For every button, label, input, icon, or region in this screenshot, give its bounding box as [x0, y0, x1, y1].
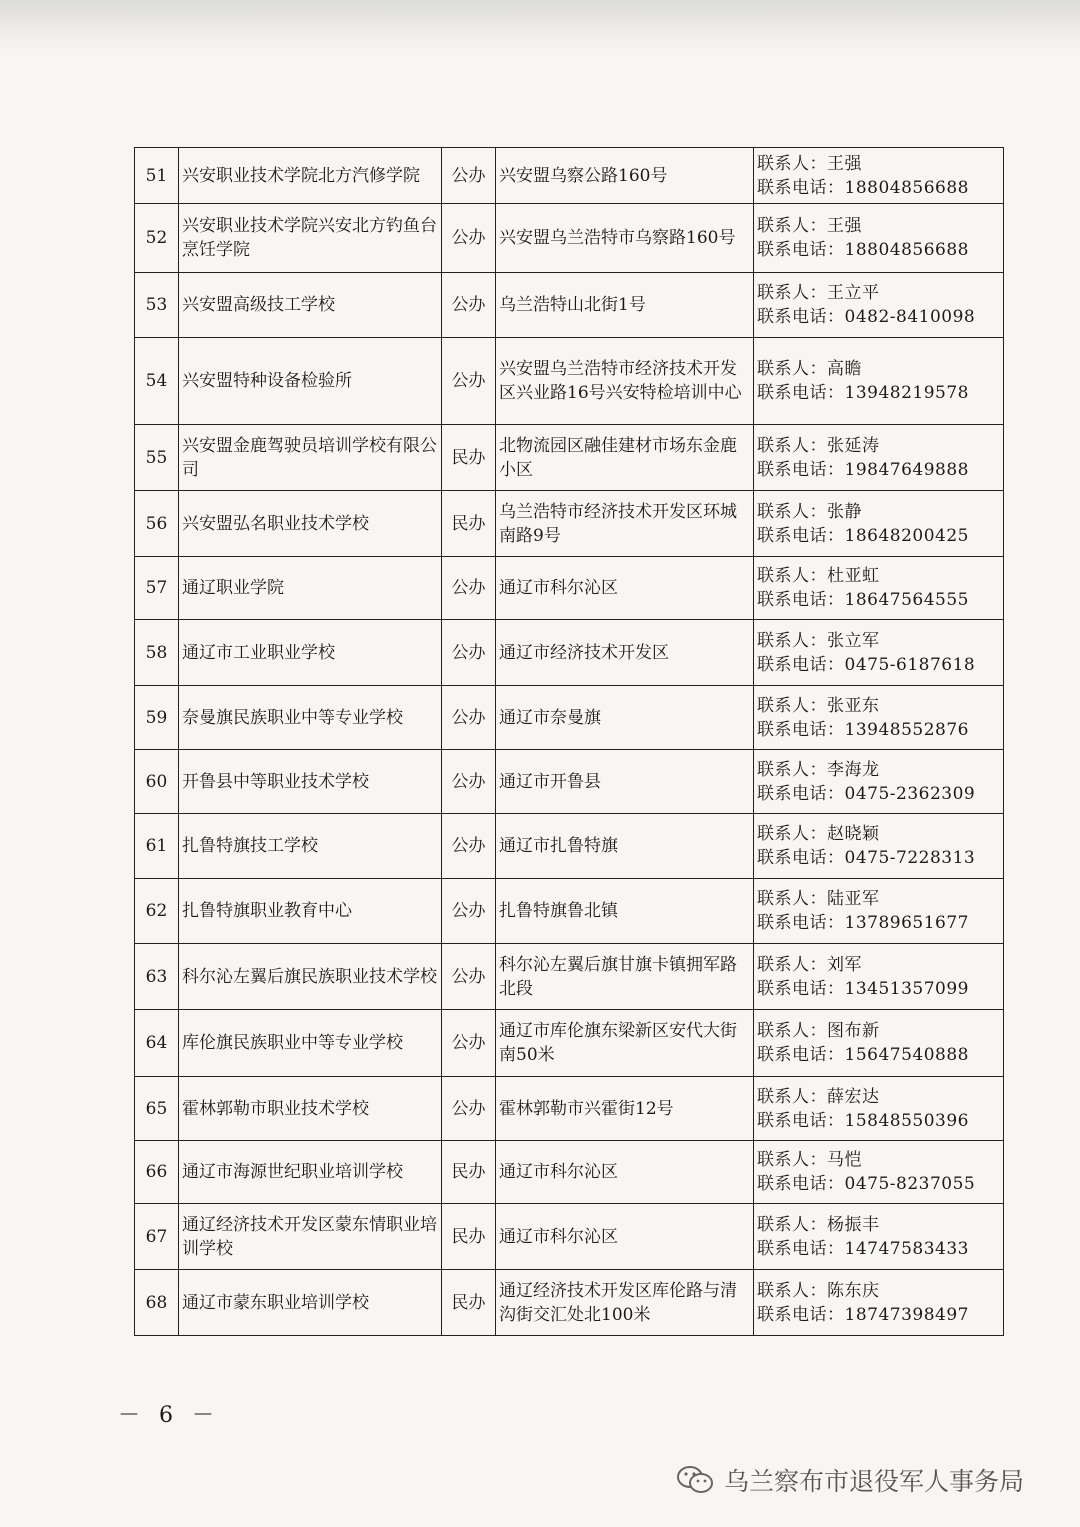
table-row — [135, 1141, 1004, 1204]
contact-person: 联系人：陆亚军 — [757, 889, 880, 909]
contact-info — [754, 620, 1004, 686]
ownership-type: 民办 — [442, 1204, 496, 1270]
address: 通辽市科尔沁区 — [496, 557, 754, 620]
contact-phone: 联系电话：18804856688 — [757, 177, 969, 198]
contact-info — [754, 686, 1004, 750]
ownership-type: 公办 — [442, 1077, 496, 1141]
row-number: 54 — [135, 338, 179, 425]
institution-table — [134, 147, 1004, 1336]
contact-person: 联系人：杜亚虹 — [757, 566, 880, 586]
row-number: 52 — [135, 204, 179, 273]
ownership-type: 公办 — [442, 814, 496, 879]
institution-name: 兴安盟金鹿驾驶员培训学校有限公司 — [179, 425, 442, 491]
contact-person: 联系人：王立平 — [757, 283, 880, 303]
address: 通辽市科尔沁区 — [496, 1141, 754, 1204]
contact-info — [754, 338, 1004, 425]
contact-phone: 联系电话：13451357099 — [757, 978, 969, 999]
table-row — [135, 879, 1004, 944]
address: 扎鲁特旗鲁北镇 — [496, 879, 754, 944]
address: 通辽市开鲁县 — [496, 750, 754, 814]
scan-edge-shadow — [0, 0, 1080, 60]
institution-name: 兴安盟特种设备检验所 — [179, 338, 442, 425]
row-number: 62 — [135, 879, 179, 944]
address: 通辽市奈曼旗 — [496, 686, 754, 750]
table-body — [135, 148, 1004, 1336]
contact-phone: 联系电话：19847649888 — [757, 459, 969, 480]
page-number: － 6 － — [118, 1403, 220, 1428]
ownership-type: 公办 — [442, 273, 496, 338]
address: 通辽市扎鲁特旗 — [496, 814, 754, 879]
institution-name: 兴安盟弘名职业技术学校 — [179, 491, 442, 557]
row-number: 63 — [135, 944, 179, 1010]
table-row — [135, 1270, 1004, 1336]
ownership-type: 公办 — [442, 1010, 496, 1077]
table-row — [135, 557, 1004, 620]
contact-person: 联系人：薛宏达 — [757, 1086, 880, 1107]
address: 乌兰浩特市经济技术开发区环城南路9号 — [496, 491, 754, 557]
contact-info — [754, 491, 1004, 557]
table-row — [135, 750, 1004, 814]
contact-person: 联系人：张立军 — [757, 630, 880, 651]
watermark — [676, 1462, 1024, 1498]
contact-person: 联系人：刘军 — [757, 954, 862, 975]
contact-info — [754, 1010, 1004, 1077]
institution-name: 霍林郭勒市职业技术学校 — [179, 1077, 442, 1141]
address: 兴安盟乌兰浩特市经济技术开发区兴业路16号兴安特检培训中心 — [496, 338, 754, 425]
address: 通辽市科尔沁区 — [496, 1204, 754, 1270]
ownership-type: 公办 — [442, 148, 496, 204]
ownership-type: 公办 — [442, 879, 496, 944]
ownership-type: 公办 — [442, 338, 496, 425]
contact-phone: 联系电话：18647564555 — [757, 590, 969, 610]
row-number: 60 — [135, 750, 179, 814]
ownership-type: 公办 — [442, 686, 496, 750]
ownership-type: 公办 — [442, 944, 496, 1010]
row-number: 55 — [135, 425, 179, 491]
institution-name: 通辽职业学院 — [179, 557, 442, 620]
row-number: 61 — [135, 814, 179, 879]
table-row — [135, 620, 1004, 686]
table-row — [135, 273, 1004, 338]
contact-phone: 联系电话：15647540888 — [757, 1045, 969, 1065]
contact-info — [754, 1141, 1004, 1204]
ownership-type: 公办 — [442, 750, 496, 814]
institution-name: 通辽市蒙东职业培训学校 — [179, 1270, 442, 1336]
address: 兴安盟乌兰浩特市乌察路160号 — [496, 204, 754, 273]
contact-info — [754, 879, 1004, 944]
contact-person: 联系人：王强 — [757, 153, 862, 174]
row-number: 64 — [135, 1010, 179, 1077]
contact-phone: 联系电话：14747583433 — [757, 1238, 969, 1259]
table-row — [135, 944, 1004, 1010]
contact-person: 联系人：马恺 — [757, 1150, 862, 1170]
contact-person: 联系人：李海龙 — [757, 759, 880, 780]
contact-info — [754, 944, 1004, 1010]
ownership-type: 公办 — [442, 204, 496, 273]
address: 兴安盟乌察公路160号 — [496, 148, 754, 204]
institution-name: 兴安职业技术学院兴安北方钓鱼台烹饪学院 — [179, 204, 442, 273]
institution-name: 兴安职业技术学院北方汽修学院 — [179, 148, 442, 204]
row-number: 65 — [135, 1077, 179, 1141]
contact-phone: 联系电话：18648200425 — [757, 525, 969, 546]
ownership-type: 民办 — [442, 491, 496, 557]
contact-person: 联系人：高瞻 — [757, 359, 862, 379]
institution-name: 通辽市海源世纪职业培训学校 — [179, 1141, 442, 1204]
contact-info — [754, 557, 1004, 620]
row-number: 53 — [135, 273, 179, 338]
table-row — [135, 425, 1004, 491]
institution-name: 扎鲁特旗技工学校 — [179, 814, 442, 879]
contact-person: 联系人：图布新 — [757, 1021, 880, 1041]
table-row — [135, 148, 1004, 204]
address: 通辽经济技术开发区库伦路与清沟街交汇处北100米 — [496, 1270, 754, 1336]
ownership-type: 民办 — [442, 1141, 496, 1204]
contact-phone: 联系电话：18804856688 — [757, 240, 969, 260]
contact-info — [754, 273, 1004, 338]
row-number: 56 — [135, 491, 179, 557]
table-row — [135, 491, 1004, 557]
contact-phone: 联系电话：13948552876 — [757, 719, 969, 740]
wechat-icon — [676, 1464, 714, 1496]
ownership-type: 公办 — [442, 557, 496, 620]
institution-name: 库伦旗民族职业中等专业学校 — [179, 1010, 442, 1077]
address: 科尔沁左翼后旗甘旗卡镇拥军路北段 — [496, 944, 754, 1010]
contact-person: 联系人：陈东庆 — [757, 1280, 880, 1301]
contact-info — [754, 750, 1004, 814]
contact-phone: 联系电话：0475-7228313 — [757, 848, 976, 868]
contact-phone: 联系电话：0475-2362309 — [757, 783, 976, 804]
ownership-type: 民办 — [442, 425, 496, 491]
address: 乌兰浩特山北街1号 — [496, 273, 754, 338]
contact-person: 联系人：杨振丰 — [757, 1214, 880, 1235]
row-number: 66 — [135, 1141, 179, 1204]
contact-info — [754, 814, 1004, 879]
table-row — [135, 686, 1004, 750]
institution-name: 扎鲁特旗职业教育中心 — [179, 879, 442, 944]
address: 通辽市经济技术开发区 — [496, 620, 754, 686]
institution-name: 通辽市工业职业学校 — [179, 620, 442, 686]
contact-phone: 联系电话：13789651677 — [757, 913, 969, 933]
contact-info — [754, 1270, 1004, 1336]
ownership-type: 公办 — [442, 620, 496, 686]
table-row — [135, 338, 1004, 425]
contact-info — [754, 1204, 1004, 1270]
table-row — [135, 1077, 1004, 1141]
contact-phone: 联系电话：13948219578 — [757, 383, 969, 403]
contact-phone: 联系电话：0475-6187618 — [757, 654, 976, 675]
contact-person: 联系人：张静 — [757, 501, 862, 522]
contact-person: 联系人：王强 — [757, 216, 862, 236]
contact-person: 联系人：张亚东 — [757, 695, 880, 716]
contact-person: 联系人：张延涛 — [757, 435, 880, 456]
address: 北物流园区融佳建材市场东金鹿小区 — [496, 425, 754, 491]
address: 通辽市库伦旗东梁新区安代大街南50米 — [496, 1010, 754, 1077]
row-number: 59 — [135, 686, 179, 750]
contact-phone: 联系电话：0475-8237055 — [757, 1174, 976, 1194]
table-row — [135, 1204, 1004, 1270]
contact-info — [754, 148, 1004, 204]
row-number: 67 — [135, 1204, 179, 1270]
watermark-text: 乌兰察布市退役军人事务局 — [724, 1467, 1025, 1496]
contact-phone: 联系电话：0482-8410098 — [757, 307, 976, 327]
contact-person: 联系人：赵晓颖 — [757, 824, 880, 844]
contact-info — [754, 425, 1004, 491]
institution-name: 开鲁县中等职业技术学校 — [179, 750, 442, 814]
table-row — [135, 204, 1004, 273]
ownership-type: 民办 — [442, 1270, 496, 1336]
contact-info — [754, 204, 1004, 273]
row-number: 51 — [135, 148, 179, 204]
table-row — [135, 1010, 1004, 1077]
contact-phone: 联系电话：15848550396 — [757, 1110, 969, 1131]
contact-info — [754, 1077, 1004, 1141]
institution-name: 奈曼旗民族职业中等专业学校 — [179, 686, 442, 750]
institution-name: 科尔沁左翼后旗民族职业技术学校 — [179, 944, 442, 1010]
row-number: 57 — [135, 557, 179, 620]
row-number: 68 — [135, 1270, 179, 1336]
contact-phone: 联系电话：18747398497 — [757, 1304, 969, 1325]
row-number: 58 — [135, 620, 179, 686]
institution-name: 通辽经济技术开发区蒙东情职业培训学校 — [179, 1204, 442, 1270]
table-row — [135, 814, 1004, 879]
institution-name: 兴安盟高级技工学校 — [179, 273, 442, 338]
address: 霍林郭勒市兴霍街12号 — [496, 1077, 754, 1141]
